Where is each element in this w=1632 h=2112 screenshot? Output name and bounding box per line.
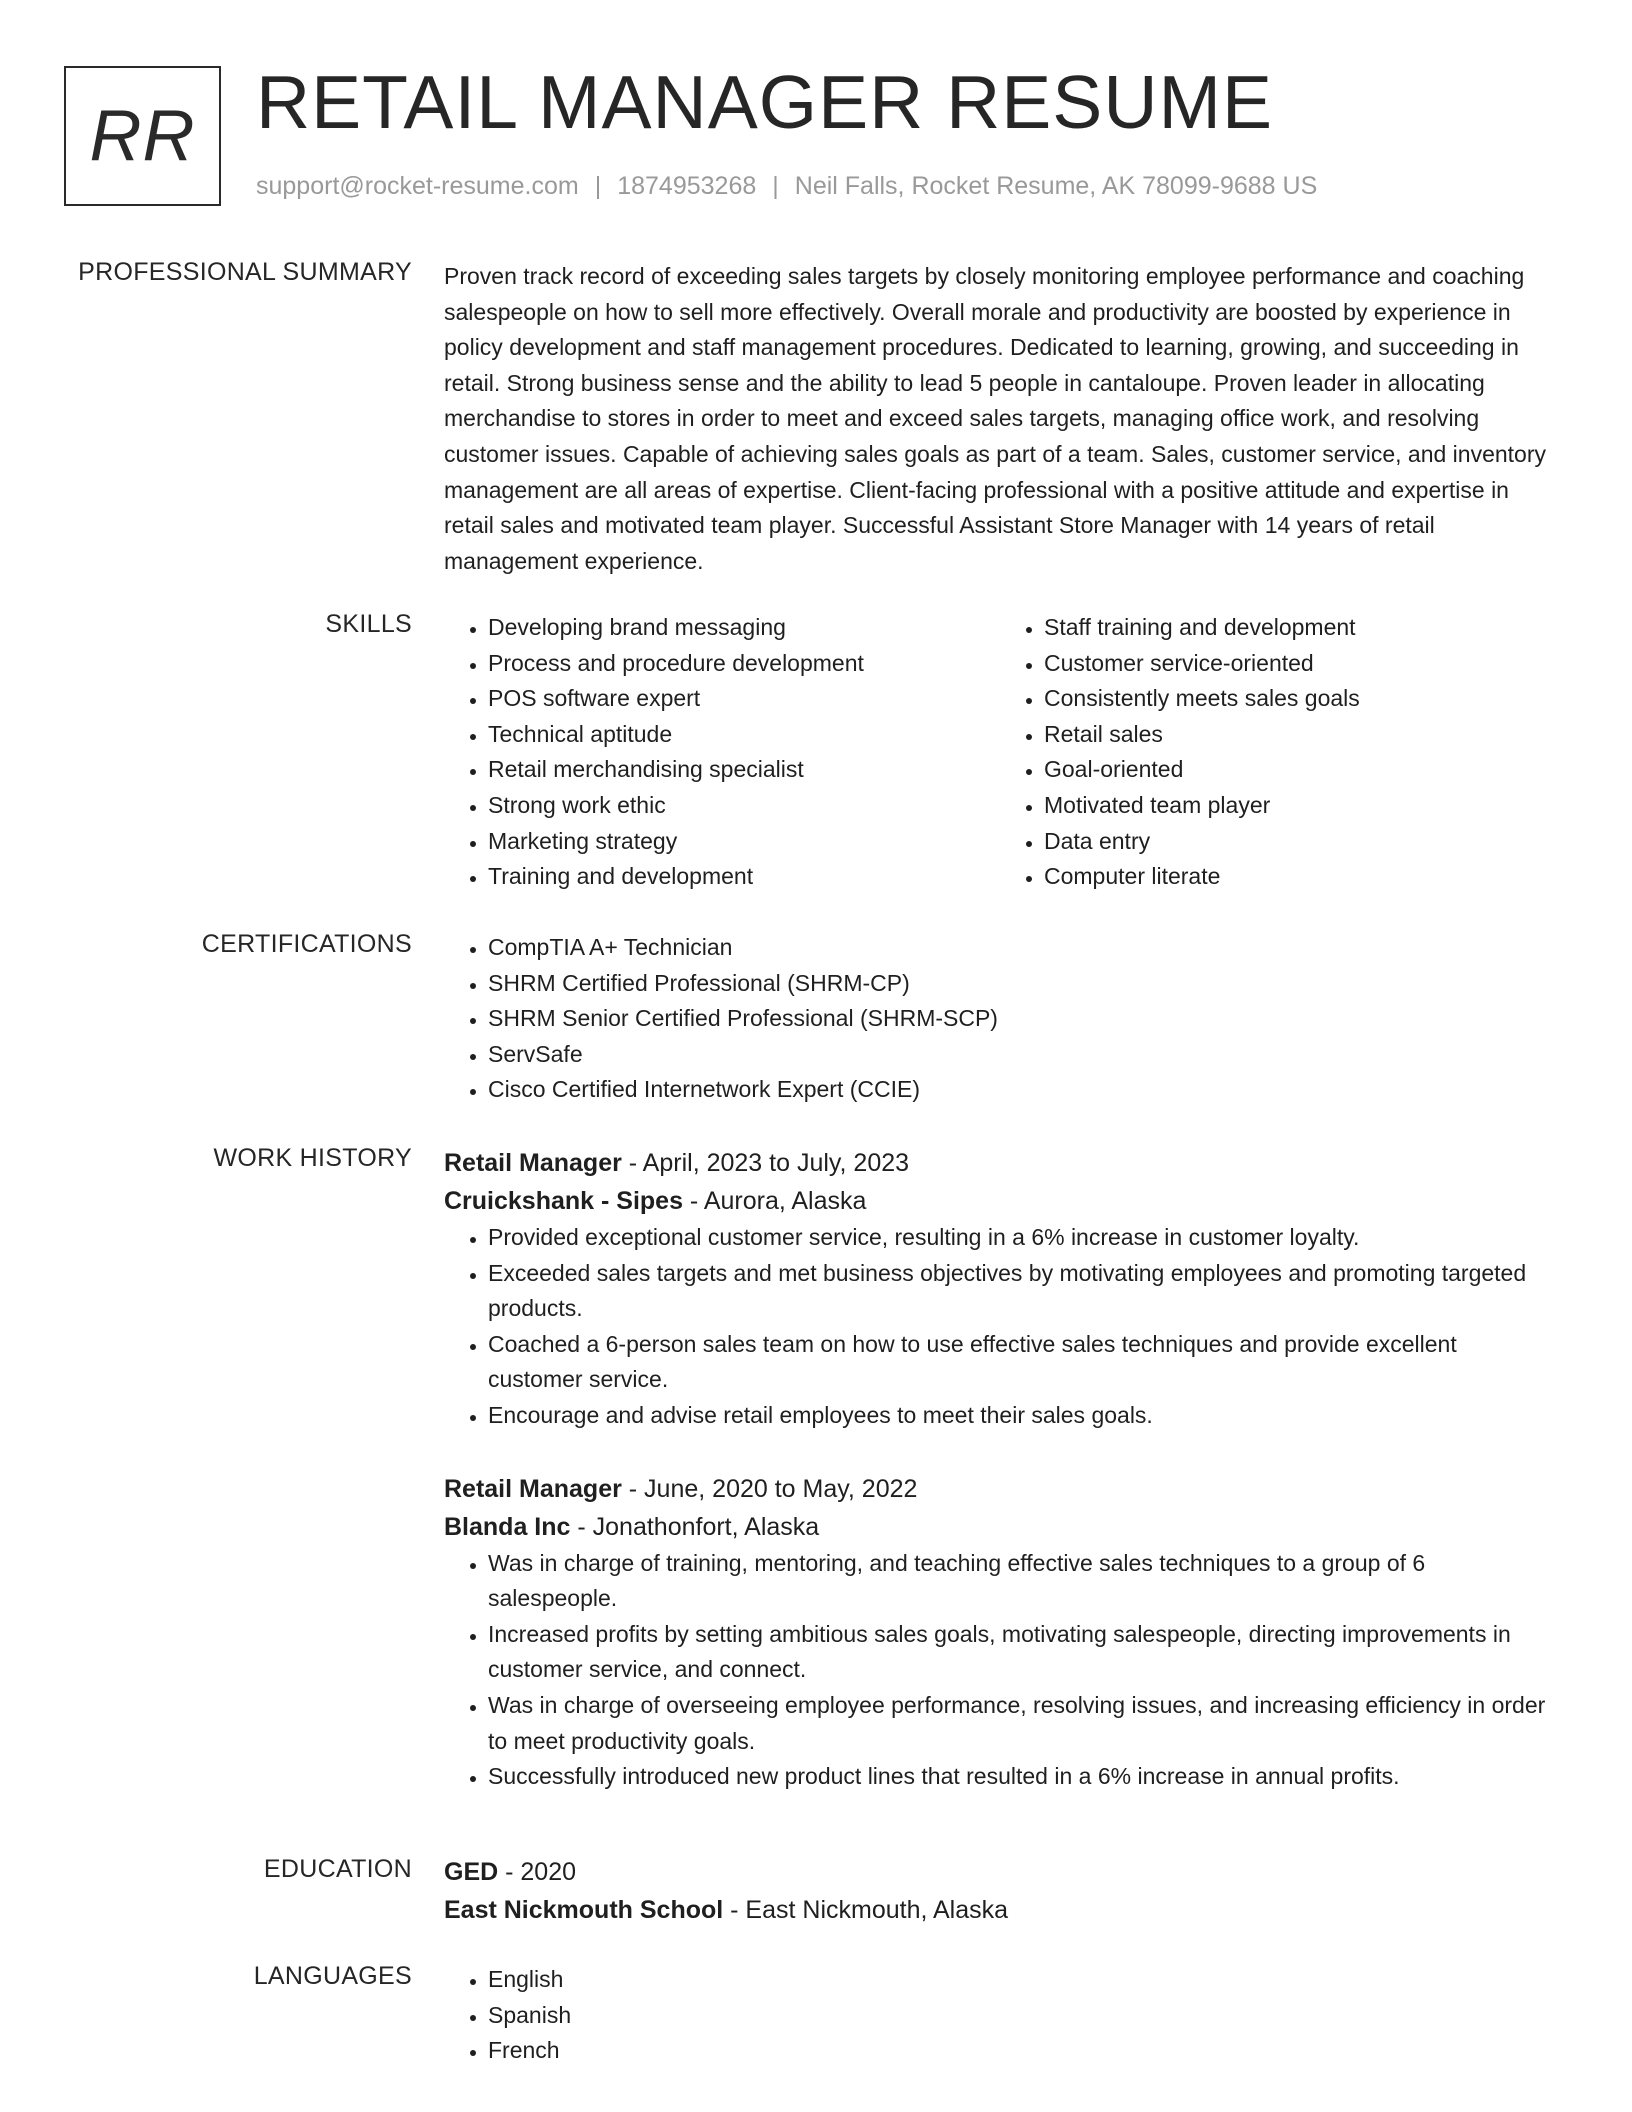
education-year: - 2020: [498, 1858, 577, 1886]
contact-address: Neil Falls, Rocket Resume, AK 78099-9688 US: [794, 172, 1318, 200]
list-item: • Cisco Certified Internetwork Expert (CCIE): [488, 1072, 1556, 1108]
list-item: • Staff training and development: [1044, 610, 1556, 646]
list-item: • Was in charge of training, mentoring, and teaching effective sales techniques to a group of 6 salespeople.: [488, 1546, 1556, 1617]
job-company: Cruickshank - Sipes: [444, 1187, 683, 1215]
certifications-list: [444, 930, 1556, 1108]
list-item: • ServSafe: [488, 1037, 1556, 1073]
work-history-heading: WORK HISTORY: [213, 1144, 412, 1172]
skills-list-left: [444, 610, 1000, 895]
job-location: - Aurora, Alaska: [682, 1187, 867, 1215]
list-item: • Strong work ethic: [488, 788, 1000, 824]
contact-separator: |: [594, 172, 602, 200]
job-company: Blanda Inc: [444, 1512, 571, 1541]
list-item: • Retail sales: [1044, 717, 1556, 753]
job-entry: [444, 1470, 1556, 1795]
list-item: • Computer literate: [1044, 859, 1556, 895]
languages-list: [444, 1962, 1556, 2069]
list-item: • POS software expert: [488, 681, 1000, 717]
list-item: • Technical aptitude: [488, 717, 1000, 753]
job-dates: - June, 2020 to May, 2022: [621, 1474, 918, 1503]
education-school-line: [444, 1891, 1556, 1929]
contact-email[interactable]: support@rocket-resume.com: [256, 172, 579, 200]
job-title-line: [444, 1470, 1556, 1508]
list-item: • Data entry: [1044, 824, 1556, 860]
list-item: • Exceeded sales targets and met business objectives by motivating employees and promoting targeted products.: [488, 1256, 1556, 1327]
job-company-line: [444, 1508, 1556, 1546]
contact-line: [256, 172, 1317, 201]
job-location: - Jonathonfort, Alaska: [570, 1512, 820, 1541]
list-item: • Spanish: [488, 1998, 1556, 2034]
job-title: Retail Manager: [444, 1474, 622, 1503]
job-entry: [444, 1144, 1556, 1434]
list-item: • Customer service-oriented: [1044, 646, 1556, 682]
list-item: • Goal-oriented: [1044, 752, 1556, 788]
education-heading: EDUCATION: [263, 1855, 412, 1883]
skills-list-right: [1000, 610, 1556, 895]
skills-columns: [444, 610, 1556, 895]
list-item: • Developing brand messaging: [488, 610, 1000, 646]
summary-heading: PROFESSIONAL SUMMARY: [78, 258, 412, 286]
education-location: - East Nickmouth, Alaska: [723, 1896, 1009, 1924]
skills-heading: SKILLS: [325, 610, 412, 638]
list-item: • English: [488, 1962, 1556, 1998]
list-item: • Process and procedure development: [488, 646, 1000, 682]
list-item: • Increased profits by setting ambitious sales goals, motivating salespeople, directing improvements in customer service, and connect.: [488, 1617, 1556, 1688]
contact-separator: |: [772, 172, 779, 200]
education-degree-line: [444, 1853, 1556, 1891]
languages-heading: LANGUAGES: [253, 1962, 412, 1990]
summary-text: Proven track record of exceeding sales targets by closely monitoring employee performance and coaching salespeople on how to sell more effectively. Overall morale and productivity are boosted by experience in policy development and staff management procedures. Dedicated to learning, growing, and succeeding in retail. Strong business sense and the ability to lead 5 people in cantaloupe. Proven leader in allocating merchandise to stores in order to meet and exceed sales targets, managing office work, and resolving customer issues. Capable of achieving sales goals as part of a team. Sales, customer service, and inventory management are all areas of expertise. Client-facing professional with a positive attitude and expertise in retail sales and motivated team player. Successful Assistant Store Manager with 14 years of retail management experience.: [444, 263, 1546, 574]
monogram-text: RR: [89, 96, 196, 176]
list-item: • Consistently meets sales goals: [1044, 681, 1556, 717]
list-item: • Coached a 6-person sales team on how to use effective sales techniques and provide excellent customer service.: [488, 1327, 1556, 1398]
list-item: • French: [488, 2033, 1556, 2069]
list-item: • SHRM Senior Certified Professional (SHRM-SCP): [488, 1001, 1556, 1037]
education-school: East Nickmouth School: [444, 1896, 724, 1924]
list-item: • CompTIA A+ Technician: [488, 930, 1556, 966]
job-title: Retail Manager: [444, 1149, 622, 1177]
job-dates: - April, 2023 to July, 2023: [621, 1149, 910, 1177]
list-item: • Training and development: [488, 859, 1000, 895]
monogram-logo: [64, 66, 221, 206]
list-item: • Retail merchandising specialist: [488, 752, 1000, 788]
education-degree: GED: [444, 1858, 499, 1886]
list-item: • Motivated team player: [1044, 788, 1556, 824]
job-title-line: [444, 1144, 1556, 1182]
list-item: • Marketing strategy: [488, 824, 1000, 860]
certifications-heading: CERTIFICATIONS: [201, 930, 412, 958]
list-item: • SHRM Certified Professional (SHRM-CP): [488, 966, 1556, 1002]
job-bullets: [444, 1546, 1556, 1795]
list-item: • Was in charge of overseeing employee performance, resolving issues, and increasing efficiency in order to meet productivity goals.: [488, 1688, 1556, 1759]
contact-phone[interactable]: 1874953268: [617, 172, 757, 200]
page-title: RETAIL MANAGER RESUME: [256, 60, 1273, 144]
list-item: • Successfully introduced new product lines that resulted in a 6% increase in annual profits.: [488, 1759, 1556, 1795]
job-bullets: [444, 1220, 1556, 1434]
list-item: • Provided exceptional customer service, resulting in a 6% increase in customer loyalty.: [488, 1220, 1556, 1256]
job-company-line: [444, 1182, 1556, 1220]
list-item: • Encourage and advise retail employees to meet their sales goals.: [488, 1398, 1556, 1434]
